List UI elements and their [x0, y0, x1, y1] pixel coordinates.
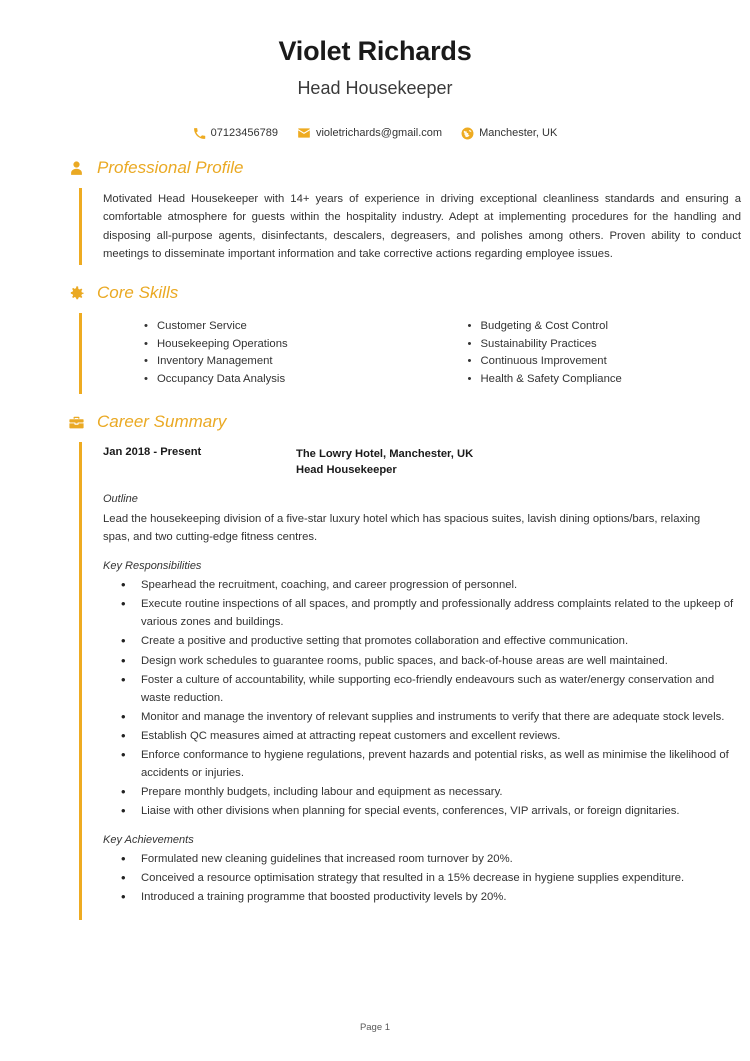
skill-item: • Budgeting & Cost Control [468, 318, 750, 336]
skills-column-right [427, 318, 750, 388]
skill-item: • Sustainability Practices [468, 336, 750, 354]
responsibilities-label: Key Responsibilities [103, 560, 202, 573]
person-icon [66, 160, 86, 177]
professional-profile-body [79, 188, 750, 265]
job-header [103, 444, 750, 478]
skill-item: • Continuous Improvement [468, 353, 750, 371]
job-company: The Lowry Hotel, Manchester, UK [296, 448, 474, 461]
skill-item: • Health & Safety Compliance [468, 371, 750, 389]
outline-text: Lead the housekeeping division of a five-star luxury hotel which has spacious suites, lavish dining options/bars, relaxing spas, and two cutting-edge fitness centres. [103, 512, 701, 543]
section-core-skills [0, 283, 750, 394]
achievement-item: • Conceived a resource optimisation strategy that resulted in a 15% decrease in hygiene supplies expenditure. [103, 869, 750, 887]
core-skills-body [79, 313, 750, 394]
skill-item: • Housekeeping Operations [144, 336, 427, 354]
responsibility-item: • Prepare monthly budgets, including labour and equipment as necessary. [103, 783, 750, 801]
page-footer [0, 1022, 750, 1033]
achievement-item: • Formulated new cleaning guidelines that increased room turnover by 20%. [103, 850, 750, 868]
professional-profile-title: Professional Profile [97, 158, 244, 177]
responsibility-item: • Monitor and manage the inventory of relevant supplies and instruments to verify that there are adequate stock levels. [103, 708, 750, 726]
responsibility-item: • Foster a culture of accountability, while supporting eco-friendly endeavours such as water/energy conservation and waste reduction. [103, 671, 750, 707]
responsibility-item: • Create a positive and productive setting that promotes collaboration and effective communication. [103, 632, 750, 650]
page-number-label: Page 1 [359, 1022, 391, 1033]
contact-location-value: Manchester, UK [479, 127, 558, 139]
skills-column-left [103, 318, 427, 388]
skills-grid [103, 315, 750, 392]
core-skills-heading [0, 283, 750, 303]
skill-item: • Inventory Management [144, 353, 427, 371]
professional-profile-text: Motivated Head Housekeeper with 14+ years of experience in driving exceptional cleanliness standards and ensuring a comfortable atmosphere for guests within the hospitality industry. Adept at implementing procedures for the handling and disposing all-purpose agents, disinfectants, descalers, degreasers, and polishes among others. Proven ability to conduct meetings to disseminate important information and take corrective actions regarding employee issues. [103, 193, 741, 260]
job-role: Head Housekeeper [296, 464, 397, 477]
globe-icon [461, 127, 474, 140]
responsibility-item: • Liaise with other divisions when planning for special events, conferences, VIP arrivals, or foreign dignitaries. [103, 802, 750, 820]
career-summary-heading [0, 412, 750, 432]
responsibility-item: • Enforce conformance to hygiene regulations, prevent hazards and potential risks, as well as minimise the likelihood of accidents or injuries. [103, 746, 750, 782]
responsibility-item: • Execute routine inspections of all spaces, and promptly and professionally address complaints related to the upkeep of various zones and buildings. [103, 595, 750, 631]
responsibility-item: • Establish QC measures aimed at attracting repeat customers and excellent reviews. [103, 727, 750, 745]
candidate-name: Violet Richards [278, 36, 472, 66]
responsibility-item: • Design work schedules to guarantee rooms, public spaces, and back-of-house areas are well maintained. [103, 652, 750, 670]
section-professional-profile [0, 158, 750, 265]
achievements-label: Key Achievements [103, 834, 194, 847]
career-summary-title: Career Summary [97, 412, 227, 432]
email-icon [297, 126, 311, 140]
briefcase-icon [66, 414, 86, 431]
professional-profile-heading [0, 158, 750, 178]
contact-location[interactable] [461, 127, 557, 140]
resume-header [0, 0, 750, 140]
achievement-item: • Introduced a training programme that boosted productivity levels by 20%. [103, 888, 750, 906]
achievements-list [103, 850, 750, 906]
core-skills-title: Core Skills [97, 283, 179, 303]
contact-email-value: violetrichards@gmail.com [315, 127, 443, 139]
section-career-summary [0, 412, 750, 920]
contact-phone-value: 07123456789 [210, 127, 278, 139]
phone-icon [193, 127, 206, 140]
career-summary-body [79, 442, 750, 920]
gear-icon [66, 285, 86, 302]
job-dates: Jan 2018 - Present [103, 446, 202, 459]
responsibility-item: • Spearhead the recruitment, coaching, and career progression of personnel. [103, 576, 750, 594]
outline-label: Outline [103, 492, 138, 505]
candidate-job-title: Head Housekeeper [297, 78, 453, 98]
skill-item: • Occupancy Data Analysis [144, 371, 427, 389]
contact-phone[interactable] [193, 127, 278, 140]
contact-row [0, 126, 750, 140]
job-employer-block [296, 446, 473, 478]
responsibilities-list [103, 576, 750, 820]
contact-email[interactable] [297, 126, 442, 140]
skill-item: • Customer Service [144, 318, 427, 336]
